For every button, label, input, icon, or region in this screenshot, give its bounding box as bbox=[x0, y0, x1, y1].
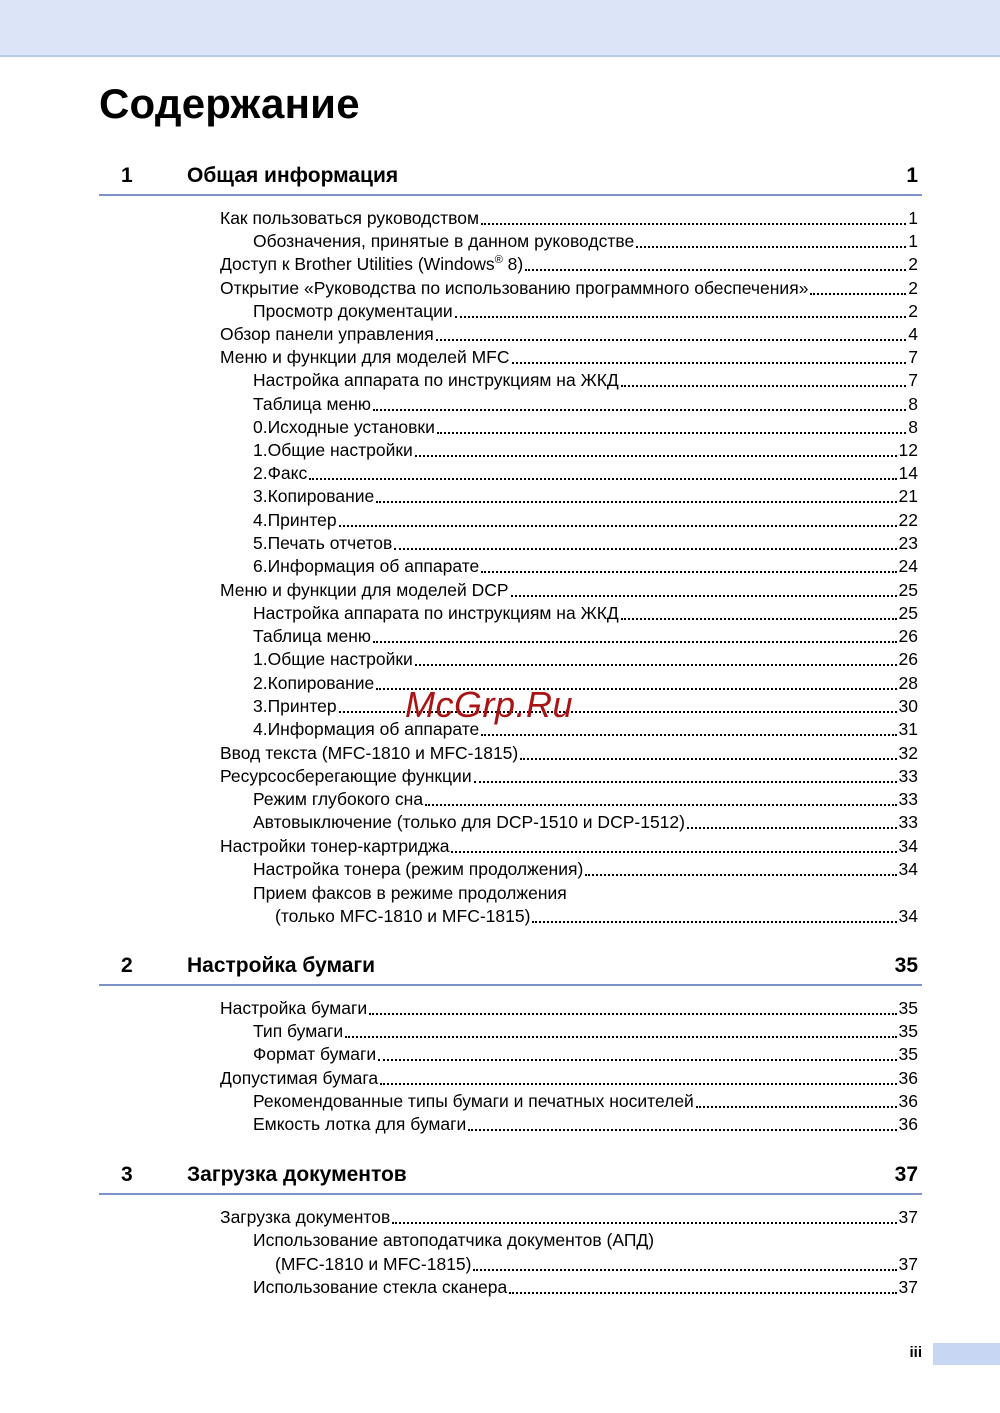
toc-entry-label: Настройка аппарата по инструкциям на ЖКД bbox=[253, 603, 619, 623]
toc-entry[interactable] bbox=[220, 742, 918, 764]
toc-entry-label: Меню и функции для моделей DCP bbox=[220, 580, 509, 600]
toc-entry-page: 23 bbox=[898, 533, 918, 553]
toc-entry-page: 8 bbox=[908, 394, 918, 414]
toc-entry-page: 22 bbox=[898, 510, 918, 530]
leader-dots bbox=[585, 874, 896, 876]
toc-entry-page: 36 bbox=[898, 1114, 918, 1134]
chapter-heading[interactable] bbox=[99, 164, 922, 196]
toc-entry-label: Таблица меню bbox=[253, 394, 372, 414]
toc-entry[interactable] bbox=[253, 532, 918, 554]
leader-dots bbox=[373, 641, 897, 643]
toc-entry[interactable] bbox=[253, 788, 918, 810]
toc-entry[interactable] bbox=[253, 625, 918, 647]
toc-entry[interactable] bbox=[275, 905, 918, 927]
chapter-title: Настройка бумаги bbox=[187, 954, 376, 977]
toc-entry-label: Тип бумаги bbox=[253, 1021, 344, 1041]
toc-entry[interactable] bbox=[275, 1253, 918, 1275]
footer-tab bbox=[933, 1343, 1000, 1365]
leader-dots bbox=[621, 618, 897, 620]
chapter-title: Загрузка документов bbox=[187, 1163, 407, 1186]
page-number: iii bbox=[909, 1344, 922, 1361]
toc-entry-page: 34 bbox=[898, 859, 918, 879]
toc-entry-page: 2 bbox=[908, 301, 918, 321]
toc-entry[interactable] bbox=[220, 579, 918, 601]
leader-dots bbox=[415, 455, 897, 457]
leader-dots bbox=[621, 385, 906, 387]
toc-entry-page: 21 bbox=[898, 486, 918, 506]
toc-entry-label: Настройка тонера (режим продолжения) bbox=[253, 859, 584, 879]
toc-entry-page: 1 bbox=[908, 208, 918, 228]
toc-entry[interactable] bbox=[253, 648, 918, 670]
toc-entry[interactable] bbox=[220, 346, 918, 368]
toc-entry-label: 4.Принтер bbox=[253, 510, 337, 530]
toc-entry-page: 28 bbox=[898, 673, 918, 693]
toc-entry[interactable] bbox=[253, 1090, 918, 1112]
toc-entry-label: 4.Информация об аппарате bbox=[253, 719, 480, 739]
toc-entry-page: 33 bbox=[898, 789, 918, 809]
toc-entry[interactable] bbox=[220, 835, 918, 857]
toc-entry-label: Таблица меню bbox=[253, 626, 372, 646]
leader-dots bbox=[392, 1222, 896, 1224]
chapter-page: 1 bbox=[906, 164, 918, 187]
toc-entry[interactable] bbox=[253, 1276, 918, 1298]
leader-dots bbox=[481, 223, 906, 225]
toc-entry-page: 34 bbox=[898, 836, 918, 856]
toc-entry-page: 34 bbox=[898, 906, 918, 926]
toc-entry[interactable] bbox=[253, 1113, 918, 1135]
toc-entry-label: Меню и функции для моделей MFC bbox=[220, 347, 510, 367]
leader-dots bbox=[369, 1013, 896, 1015]
leader-dots bbox=[394, 548, 896, 550]
toc-entry-page: 7 bbox=[908, 370, 918, 390]
toc-entry-label: Просмотр документации bbox=[253, 301, 453, 321]
toc-entry[interactable] bbox=[253, 416, 918, 438]
toc-entry-label: 6.Информация об аппарате bbox=[253, 556, 480, 576]
toc-entry-label: Как пользоваться руководством bbox=[220, 208, 479, 228]
toc-entry-label: Настройки тонер-картриджа bbox=[220, 836, 450, 856]
toc-entry[interactable] bbox=[220, 207, 918, 229]
toc-entry[interactable] bbox=[253, 485, 918, 507]
toc-entry-page: 24 bbox=[898, 556, 918, 576]
toc-entry-label: 5.Печать отчетов bbox=[253, 533, 393, 553]
leader-dots bbox=[481, 571, 896, 573]
leader-dots bbox=[468, 1129, 896, 1131]
toc-entry[interactable] bbox=[253, 811, 918, 833]
registered-mark: ® bbox=[494, 254, 503, 266]
toc-entry-label: Формат бумаги bbox=[253, 1044, 377, 1064]
toc-entry-page: 14 bbox=[898, 463, 918, 483]
toc-entry-page: 37 bbox=[898, 1254, 918, 1274]
toc-entry-page: 32 bbox=[898, 743, 918, 763]
leader-dots bbox=[436, 339, 907, 341]
leader-dots bbox=[636, 246, 906, 248]
toc-entry-label: (только MFC-1810 и MFC-1815) bbox=[275, 906, 531, 926]
toc-entry-page: 33 bbox=[898, 812, 918, 832]
toc-entry-page: 36 bbox=[898, 1068, 918, 1088]
toc-entry-page: 26 bbox=[898, 626, 918, 646]
watermark-text: McGrp.Ru bbox=[405, 684, 574, 725]
toc-entry[interactable] bbox=[253, 462, 918, 484]
toc-entry-label: Использование автоподатчика документов (АПД) bbox=[253, 1230, 655, 1250]
leader-dots bbox=[511, 595, 897, 597]
toc-entry[interactable] bbox=[253, 858, 918, 880]
toc-entry-label: Обзор панели управления bbox=[220, 324, 434, 344]
toc-entry-label: Загрузка документов bbox=[220, 1207, 391, 1227]
leader-dots bbox=[481, 734, 896, 736]
toc-entry[interactable] bbox=[220, 1067, 918, 1089]
leader-dots bbox=[339, 525, 897, 527]
toc-entry-label: (MFC-1810 и MFC-1815) bbox=[275, 1254, 472, 1274]
toc-entry[interactable] bbox=[220, 1206, 918, 1228]
chapter-heading[interactable] bbox=[99, 954, 922, 986]
leader-dots bbox=[509, 1292, 896, 1294]
leader-dots bbox=[473, 1269, 896, 1271]
toc-entry-page: 1 bbox=[908, 231, 918, 251]
leader-dots bbox=[455, 316, 907, 318]
toc-entry[interactable] bbox=[220, 277, 918, 299]
toc-entry[interactable] bbox=[253, 509, 918, 531]
toc-entry[interactable] bbox=[220, 253, 918, 275]
toc-entry[interactable] bbox=[253, 300, 918, 322]
toc-entry-label: Настройка бумаги bbox=[220, 998, 368, 1018]
toc-entry-page: 26 bbox=[898, 649, 918, 669]
toc-entry-label: Рекомендованные типы бумаги и печатных носителей bbox=[253, 1091, 694, 1111]
toc-entry-page: 35 bbox=[898, 1021, 918, 1041]
toc-entry[interactable] bbox=[253, 439, 918, 461]
toc-entry-page: 36 bbox=[898, 1091, 918, 1111]
toc-entry-page: 37 bbox=[898, 1277, 918, 1297]
chapter-number: 2 bbox=[121, 954, 133, 977]
toc-entry-label: Прием факсов в режиме продолжения bbox=[253, 883, 567, 903]
toc-entry-page: 31 bbox=[898, 719, 918, 739]
toc-entry[interactable] bbox=[253, 602, 918, 624]
toc-entry-page: 25 bbox=[898, 580, 918, 600]
toc-entry-page: 7 bbox=[908, 347, 918, 367]
toc-entry[interactable] bbox=[253, 672, 918, 694]
toc-entry-page: 12 bbox=[898, 440, 918, 460]
toc-entry-page: 33 bbox=[898, 766, 918, 786]
leader-dots bbox=[696, 1106, 897, 1108]
toc-entry-label: Использование стекла сканера bbox=[253, 1277, 508, 1297]
toc-entry-label: Настройка аппарата по инструкциям на ЖКД bbox=[253, 370, 619, 390]
toc-entry-page: 2 bbox=[908, 278, 918, 298]
toc-entry[interactable] bbox=[253, 1229, 918, 1251]
header-band bbox=[0, 0, 1000, 57]
chapter-page: 35 bbox=[894, 954, 918, 977]
toc-entry-page: 25 bbox=[898, 603, 918, 623]
label-part: Доступ к Brother Utilities (Windows bbox=[220, 254, 495, 274]
toc-entry-page: 35 bbox=[898, 1044, 918, 1064]
chapter-heading[interactable] bbox=[99, 1163, 922, 1195]
toc-entry[interactable] bbox=[253, 369, 918, 391]
toc-entry[interactable] bbox=[253, 1020, 918, 1042]
toc-entry[interactable] bbox=[220, 323, 918, 345]
toc-entry-label: 3.Принтер bbox=[253, 696, 337, 716]
toc-entry-page: 35 bbox=[898, 998, 918, 1018]
page-title: Содержание bbox=[99, 80, 360, 127]
leader-dots bbox=[512, 362, 907, 364]
leader-dots bbox=[425, 804, 896, 806]
leader-dots bbox=[378, 1059, 896, 1061]
toc-entry[interactable] bbox=[253, 555, 918, 577]
toc-entry-label: Ресурсосберегающие функции bbox=[220, 766, 472, 786]
toc-entry-label: 1.Общие настройки bbox=[253, 440, 413, 460]
toc-entry-label: 1.Общие настройки bbox=[253, 649, 413, 669]
toc-entry[interactable] bbox=[253, 1043, 918, 1065]
toc-entry-label: Автовыключение (только для DCP-1510 и DCP-1512) bbox=[253, 812, 685, 832]
toc-entry-page: 2 bbox=[908, 254, 918, 274]
toc-entry-label: Обозначения, принятые в данном руководстве bbox=[253, 231, 635, 251]
toc-entry[interactable] bbox=[253, 695, 918, 717]
toc-entry-label: 0.Исходные установки bbox=[253, 417, 435, 437]
leader-dots bbox=[437, 432, 906, 434]
toc-entry-label: 2.Факс bbox=[253, 463, 308, 483]
leader-dots bbox=[525, 269, 906, 271]
toc-entry-label: Открытие «Руководства по использованию программного обеспечения» bbox=[220, 278, 809, 298]
leader-dots bbox=[415, 664, 897, 666]
toc-entry-label: Режим глубокого сна bbox=[253, 789, 424, 809]
chapter-number: 3 bbox=[121, 1163, 133, 1186]
leader-dots bbox=[373, 409, 906, 411]
leader-dots bbox=[345, 1036, 896, 1038]
toc-entry-page: 4 bbox=[908, 324, 918, 344]
toc-entry-label: 3.Копирование bbox=[253, 486, 375, 506]
leader-dots bbox=[474, 781, 897, 783]
label-part: 8) bbox=[502, 254, 524, 274]
toc-entry-page: 8 bbox=[908, 417, 918, 437]
toc-entry-page: 37 bbox=[898, 1207, 918, 1227]
toc-entry-label bbox=[220, 253, 523, 275]
toc-entry[interactable] bbox=[220, 997, 918, 1019]
toc-entry[interactable] bbox=[253, 393, 918, 415]
leader-dots bbox=[380, 1083, 896, 1085]
leader-dots bbox=[376, 501, 896, 503]
toc-entry[interactable] bbox=[220, 765, 918, 787]
leader-dots bbox=[451, 851, 896, 853]
leader-dots bbox=[309, 478, 896, 480]
leader-dots bbox=[810, 293, 906, 295]
leader-dots bbox=[532, 921, 896, 923]
toc-entry-label: Емкость лотка для бумаги bbox=[253, 1114, 467, 1134]
toc-entry-label: Допустимая бумага bbox=[220, 1068, 379, 1088]
chapter-number: 1 bbox=[121, 164, 133, 187]
leader-dots bbox=[687, 827, 897, 829]
toc-entry[interactable] bbox=[253, 230, 918, 252]
toc-entry[interactable] bbox=[253, 718, 918, 740]
chapter-page: 37 bbox=[894, 1163, 918, 1186]
toc-entry-label: 2.Копирование bbox=[253, 673, 375, 693]
toc-entry-page: 30 bbox=[898, 696, 918, 716]
chapter-title: Общая информация bbox=[187, 164, 399, 187]
leader-dots bbox=[520, 758, 896, 760]
toc-entry[interactable] bbox=[253, 882, 918, 904]
toc-entry-label: Ввод текста (MFC-1810 и MFC-1815) bbox=[220, 743, 519, 763]
